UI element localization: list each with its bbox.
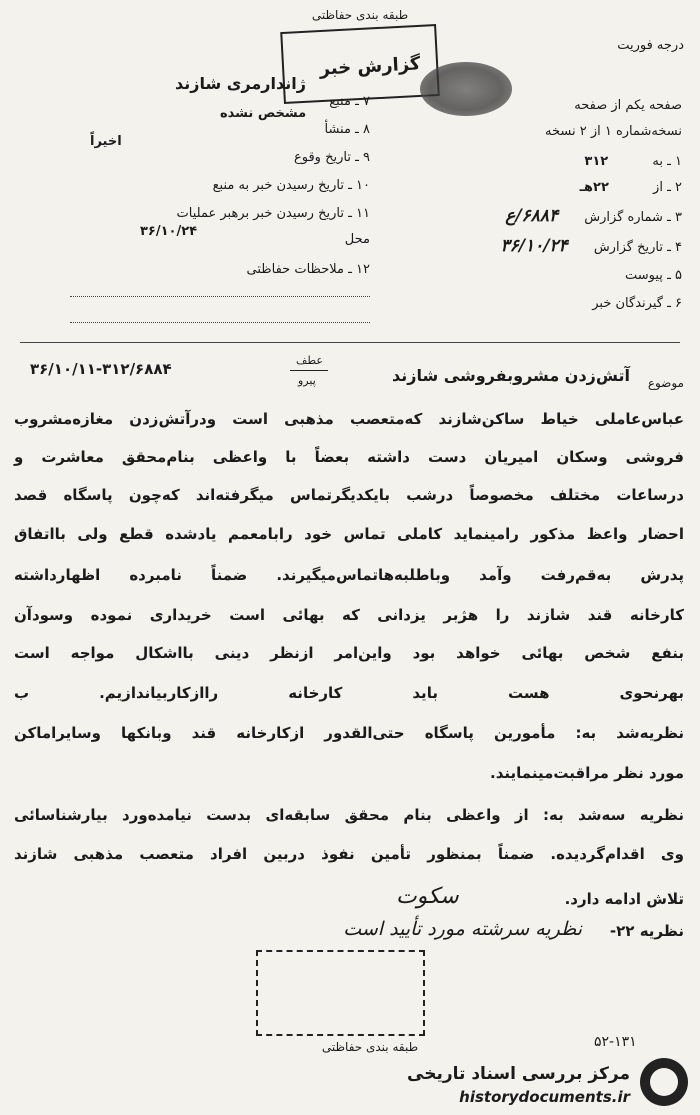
field-source-value: ژاندارمری شازند bbox=[175, 74, 306, 93]
body-line: مورد نظر مراقبت‌مینمایند. bbox=[490, 764, 684, 782]
dotted-rule bbox=[70, 296, 370, 297]
body-line: نظریه‌شد به: مأمورین پاسگاه حتی‌القدور ازکارخانه قند وبانکها وسایراماکن bbox=[14, 724, 684, 742]
stamp-report-title: گزارش خبر bbox=[319, 53, 421, 80]
dotted-rule bbox=[70, 322, 370, 323]
subject-label: موضوع bbox=[647, 376, 684, 390]
field-recipients bbox=[592, 296, 682, 311]
handwritten-signature: سکوت bbox=[396, 884, 459, 909]
field-origin-value: مشخص نشده bbox=[220, 106, 307, 121]
field-received-by-ops bbox=[70, 206, 370, 221]
field-report-number bbox=[505, 206, 682, 226]
field-label: محل bbox=[344, 232, 370, 247]
field-place bbox=[70, 232, 370, 247]
body-line: کارخانه قند شازند را هژبر یزدانی که بهائی است خریداری نموده وسودآن bbox=[14, 606, 684, 624]
opinion-22-handwriting: نظریه سرشته مورد تأیید است bbox=[343, 918, 582, 940]
field-received-by-source bbox=[70, 178, 370, 193]
stamp-classification-label: طبقه بندی حفاظتی bbox=[311, 8, 409, 22]
field-occurrence-date bbox=[70, 150, 370, 165]
page-number-label: صفحه یکم از صفحه bbox=[574, 98, 682, 113]
ink-seal-icon bbox=[420, 62, 512, 116]
field-security-notes bbox=[70, 262, 370, 277]
field-value: ۳۶/۱۰/۲۴ bbox=[500, 236, 568, 256]
reference-bottom-label: پیرو bbox=[298, 374, 316, 387]
field-label: ۱۲ ـ ملاحظات حفاظتی bbox=[246, 262, 370, 277]
field-label: ۲ ـ از bbox=[653, 180, 682, 195]
field-label: ۴ ـ تاریخ گزارش bbox=[593, 240, 682, 255]
archive-url: historydocuments.ir bbox=[459, 1088, 630, 1106]
opinion-22-label: نظریه ۲۲- bbox=[609, 922, 684, 940]
footer-stamp-frame bbox=[256, 950, 425, 1036]
copy-number-label: نسخه‌شماره ۱ از ۲ نسخه bbox=[544, 124, 682, 139]
field-value: ۶۸۸۴/ع bbox=[505, 206, 559, 226]
archive-logo-icon bbox=[640, 1058, 688, 1106]
field-label: ۳ ـ شماره گزارش bbox=[584, 210, 682, 225]
field-label: ۱۱ ـ تاریخ رسیدن خبر برهبر عملیات bbox=[176, 206, 370, 221]
body-line: عباس‌عاملی خیاط ساکن‌شازند که‌متعصب مذهبی است ودرآتش‌زدن مغازه‌مشروب bbox=[14, 410, 684, 428]
body-line: بنفع شخص بهائی خواهد بود واین‌امر ازنظر دینی بااشکال مواجه است bbox=[14, 644, 684, 662]
field-report-date bbox=[500, 236, 682, 256]
field-label: ۶ ـ گیرندگان خبر bbox=[592, 296, 682, 311]
body-line: درساعات مختلف مخصوصاً درشب بایکدیگرتماس میگرفته‌اند که‌چون پاسگاه قصد bbox=[14, 486, 684, 504]
field-to bbox=[584, 154, 682, 169]
reference-number: ۳۶/۱۰/۱۱-۳۱۲/۶۸۸۴ bbox=[30, 360, 172, 378]
body-line: احضار واعظ مذکور رامینماید کاملی تماس خود رابامعمم یادشده قطع ولی بااتفاق bbox=[14, 525, 684, 543]
body-line: نظریه سه‌شد به: از واعظی بنام محقق سابقه‌ای بدست نیامده‌ورد بیار‌شناسائی bbox=[14, 806, 684, 824]
body-line: فروشی وسکان امیریان دست داشته بعضاً با واعظی بنام‌محقق معاشرت و bbox=[14, 448, 684, 466]
field-received-by-ops-value: ۳۶/۱۰/۲۴ bbox=[140, 224, 198, 239]
field-label: ۵ ـ پیوست bbox=[625, 268, 682, 283]
reference-top-label: عطف bbox=[296, 354, 323, 367]
footer-code: ۵۲-۱۳۱ bbox=[594, 1034, 637, 1050]
field-occurrence-value: اخیراً bbox=[90, 134, 122, 149]
footer-classification: طبقه بندی حفاظتی bbox=[321, 1040, 419, 1054]
archive-name: مرکز بررسی اسناد تاریخی bbox=[407, 1064, 630, 1084]
body-line: پدرش به‌قم‌رفت وآمد وباطلبه‌هاتماس‌میگیرند. ضمناً نامبرده اظهارداشته bbox=[14, 566, 684, 584]
field-value: ۳۱۲ bbox=[584, 154, 609, 169]
priority-label: درجه فوریت bbox=[617, 38, 684, 53]
body-line: وی اقدام‌گردیده. ضمناً بمنظور تأمین نفوذ دربین افراد متعصب مذهبی شازند bbox=[14, 845, 684, 863]
subject-text: آتش‌زدن مشروبفروشی شازند bbox=[392, 366, 630, 385]
field-label: ۷ ـ منبع bbox=[329, 94, 370, 109]
field-label: ۸ ـ منشأ bbox=[324, 122, 370, 137]
field-label: ۱۰ ـ تاریخ رسیدن خبر به منبع bbox=[212, 178, 370, 193]
field-label: ۱ ـ به bbox=[652, 154, 682, 169]
field-label: ۹ ـ تاریخ وقوع bbox=[293, 150, 370, 165]
body-line: بهرنحوی هست باید کارخانه راازکاربیاندازیم. ب bbox=[14, 684, 684, 702]
field-attachment bbox=[625, 268, 682, 283]
body-line: تلاش ادامه دارد. bbox=[564, 890, 684, 908]
section-divider bbox=[20, 342, 680, 343]
field-value: ۲۲هـ bbox=[579, 180, 609, 195]
reference-fraction-bar bbox=[290, 370, 328, 371]
field-from bbox=[580, 180, 682, 195]
